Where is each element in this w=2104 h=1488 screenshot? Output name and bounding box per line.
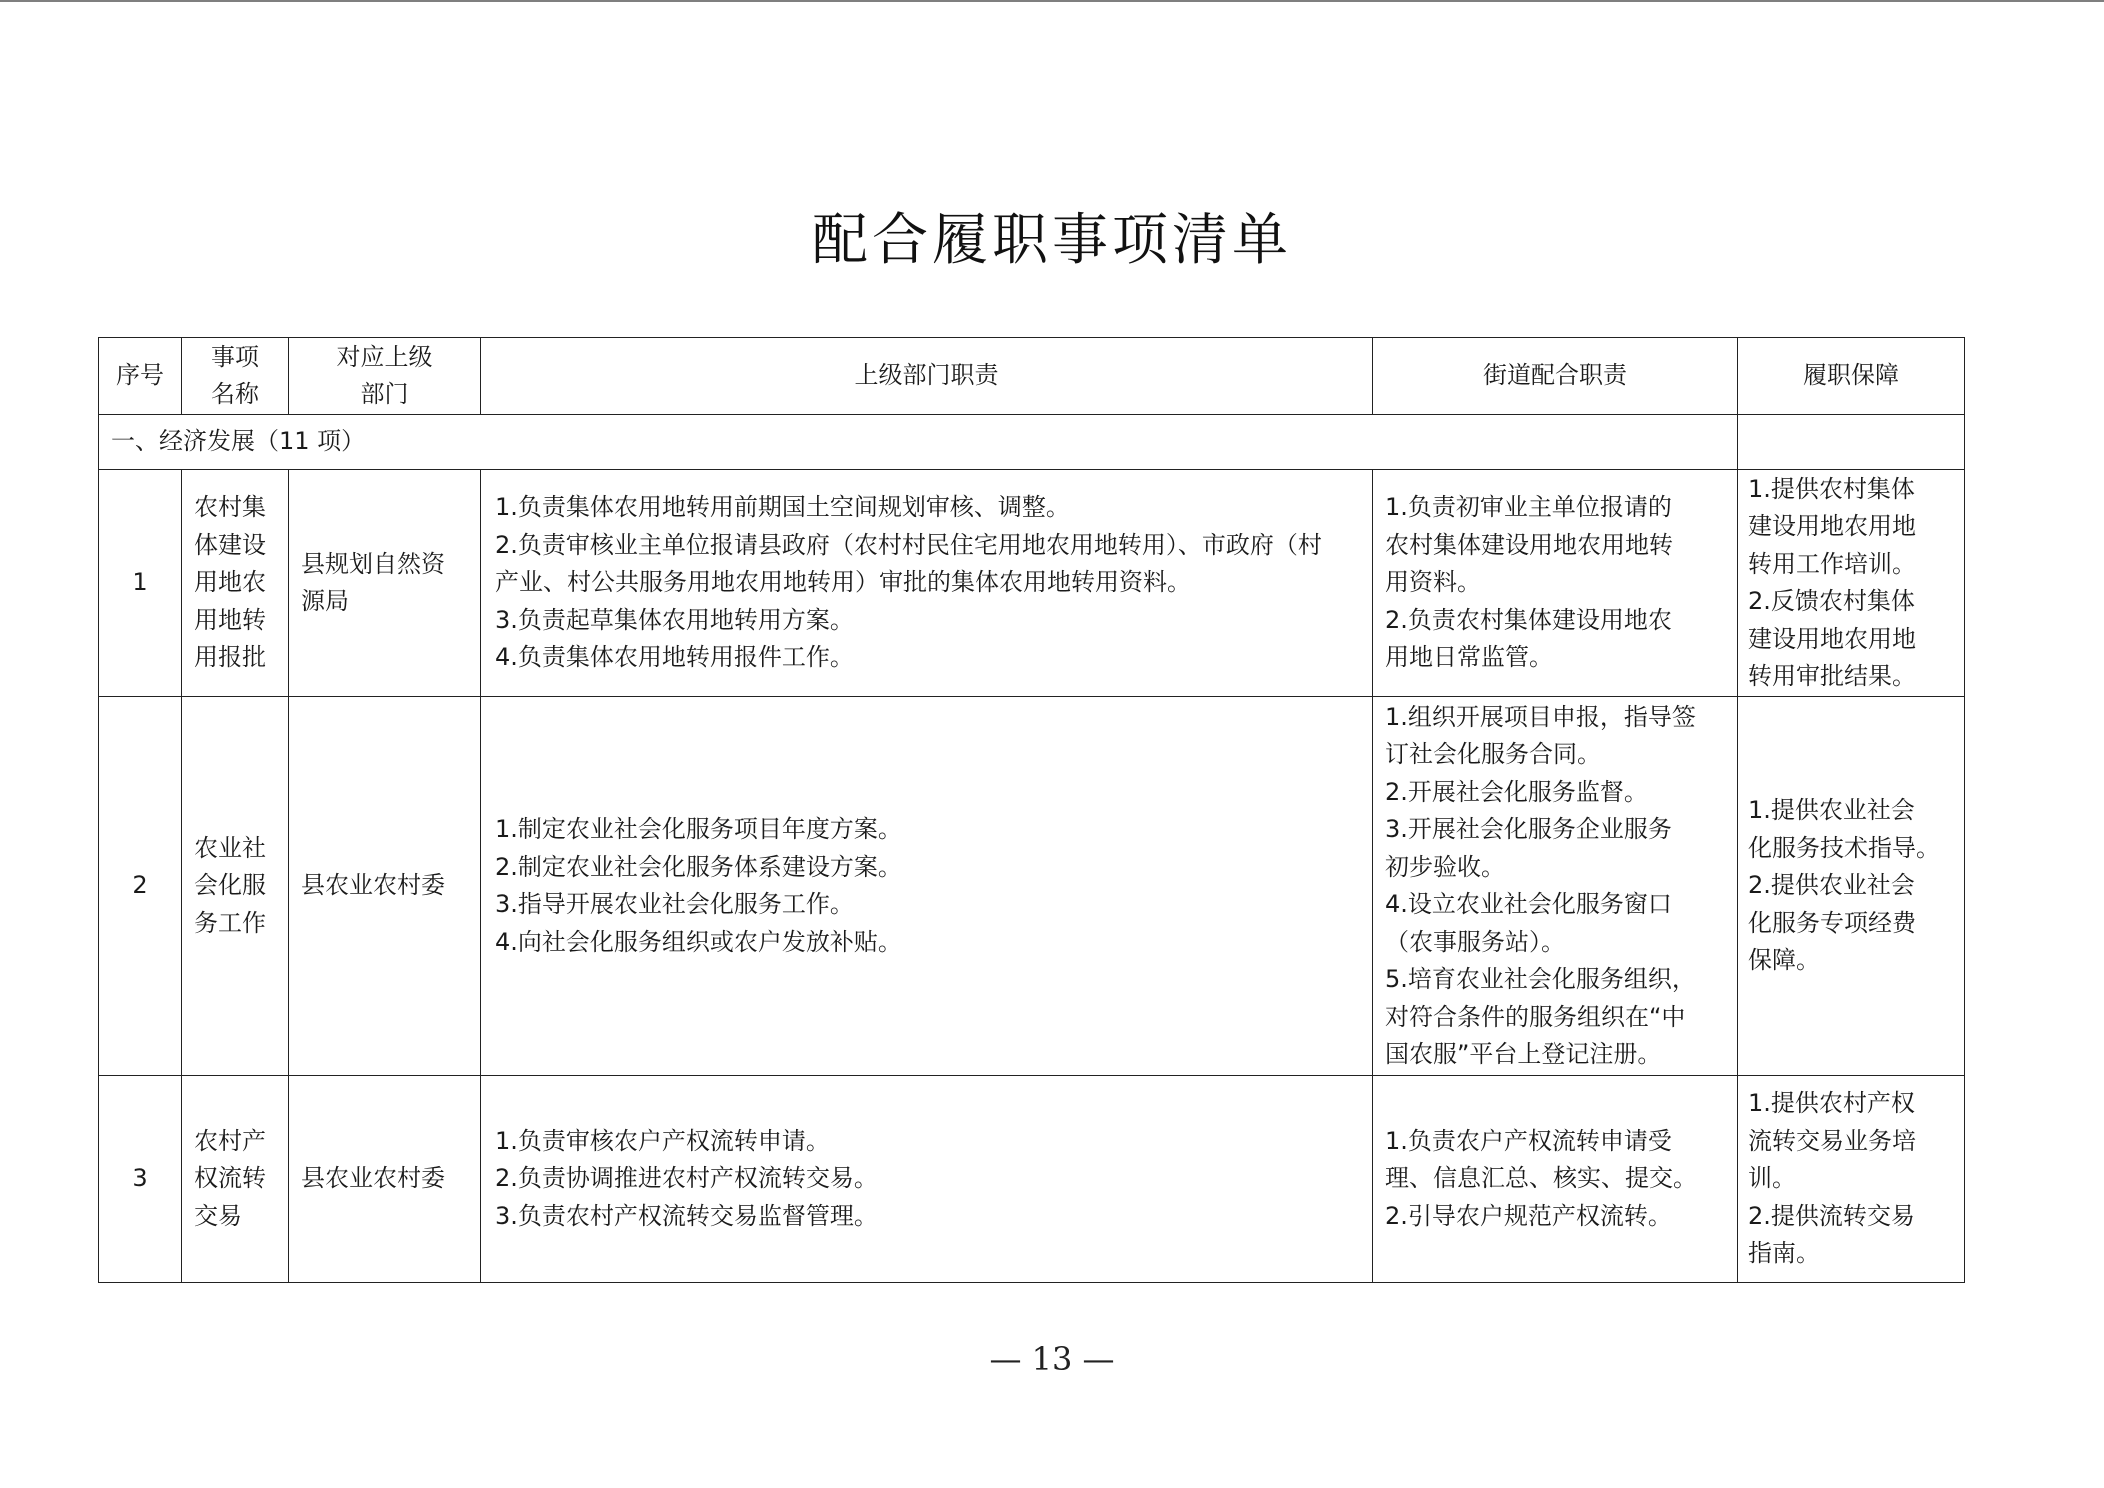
header-coop: 街道配合职责 — [1373, 338, 1738, 415]
table-row — [99, 470, 1965, 697]
row-duty: 1.制定农业社会化服务项目年度方案。 2.制定农业社会化服务体系建设方案。 3.指导开展农业社会化服务工作。 4.向社会化服务组织或农户发放补贴。 — [481, 697, 1373, 1076]
row-dept: 县规划自然资 源局 — [289, 470, 481, 697]
row-guarantee: 1.提供农业社会 化服务技术指导。 2.提供农业社会 化服务专项经费 保障。 — [1738, 697, 1965, 1076]
table-row — [99, 1076, 1965, 1283]
header-duty: 上级部门职责 — [481, 338, 1373, 415]
row-duty: 1.负责集体农用地转用前期国土空间规划审核、调整。 2.负责审核业主单位报请县政府（农村村民住宅用地农用地转用）、市政府（村 产业、村公共服务用地农用地转用）审批的集体农用地转用资料。 3.负责起草集体农用地转用方案。 4.负责集体农用地转用报件工作。 — [481, 470, 1373, 697]
header-name: 事项 名称 — [182, 338, 289, 415]
row-coop: 1.负责初审业主单位报请的 农村集体建设用地农用地转 用资料。 2.负责农村集体建设用地农 用地日常监管。 — [1373, 470, 1738, 697]
category-label: 一、经济发展（11 项） — [99, 415, 1738, 470]
row-guarantee: 1.提供农村集体 建设用地农用地 转用工作培训。 2.反馈农村集体 建设用地农用地 转用审批结果。 — [1738, 470, 1965, 697]
row-name: 农业社 会化服 务工作 — [182, 697, 289, 1076]
row-name: 农村产 权流转 交易 — [182, 1076, 289, 1283]
category-empty-cell — [1738, 415, 1965, 470]
header-dept: 对应上级 部门 — [289, 338, 481, 415]
row-dept: 县农业农村委 — [289, 697, 481, 1076]
row-duty: 1.负责审核农户产权流转申请。 2.负责协调推进农村产权流转交易。 3.负责农村产权流转交易监督管理。 — [481, 1076, 1373, 1283]
document-title: 配合履职事项清单 — [812, 208, 1292, 273]
category-row — [99, 415, 1965, 470]
header-no: 序号 — [99, 338, 182, 415]
row-guarantee: 1.提供农村产权 流转交易业务培 训。 2.提供流转交易 指南。 — [1738, 1076, 1965, 1283]
row-coop: 1.组织开展项目申报，指导签 订社会化服务合同。 2.开展社会化服务监督。 3.开展社会化服务企业服务 初步验收。 4.设立农业社会化服务窗口 （农事服务站）。 5.培育农业社会化服务组织， 对符合条件的服务组织在“中 国农服”平台上登记注册。 — [1373, 697, 1738, 1076]
table-row — [99, 697, 1965, 1076]
duty-table — [98, 337, 1965, 1283]
row-no: 1 — [99, 470, 182, 697]
table-header-row — [99, 338, 1965, 415]
header-guarantee: 履职保障 — [1738, 338, 1965, 415]
row-coop: 1.负责农户产权流转申请受 理、信息汇总、核实、提交。 2.引导农户规范产权流转。 — [1373, 1076, 1738, 1283]
top-border-line — [0, 0, 2104, 2]
row-dept: 县农业农村委 — [289, 1076, 481, 1283]
row-no: 3 — [99, 1076, 182, 1283]
row-name: 农村集 体建设 用地农 用地转 用报批 — [182, 470, 289, 697]
page-number: — 13 — — [989, 1340, 1115, 1378]
row-no: 2 — [99, 697, 182, 1076]
